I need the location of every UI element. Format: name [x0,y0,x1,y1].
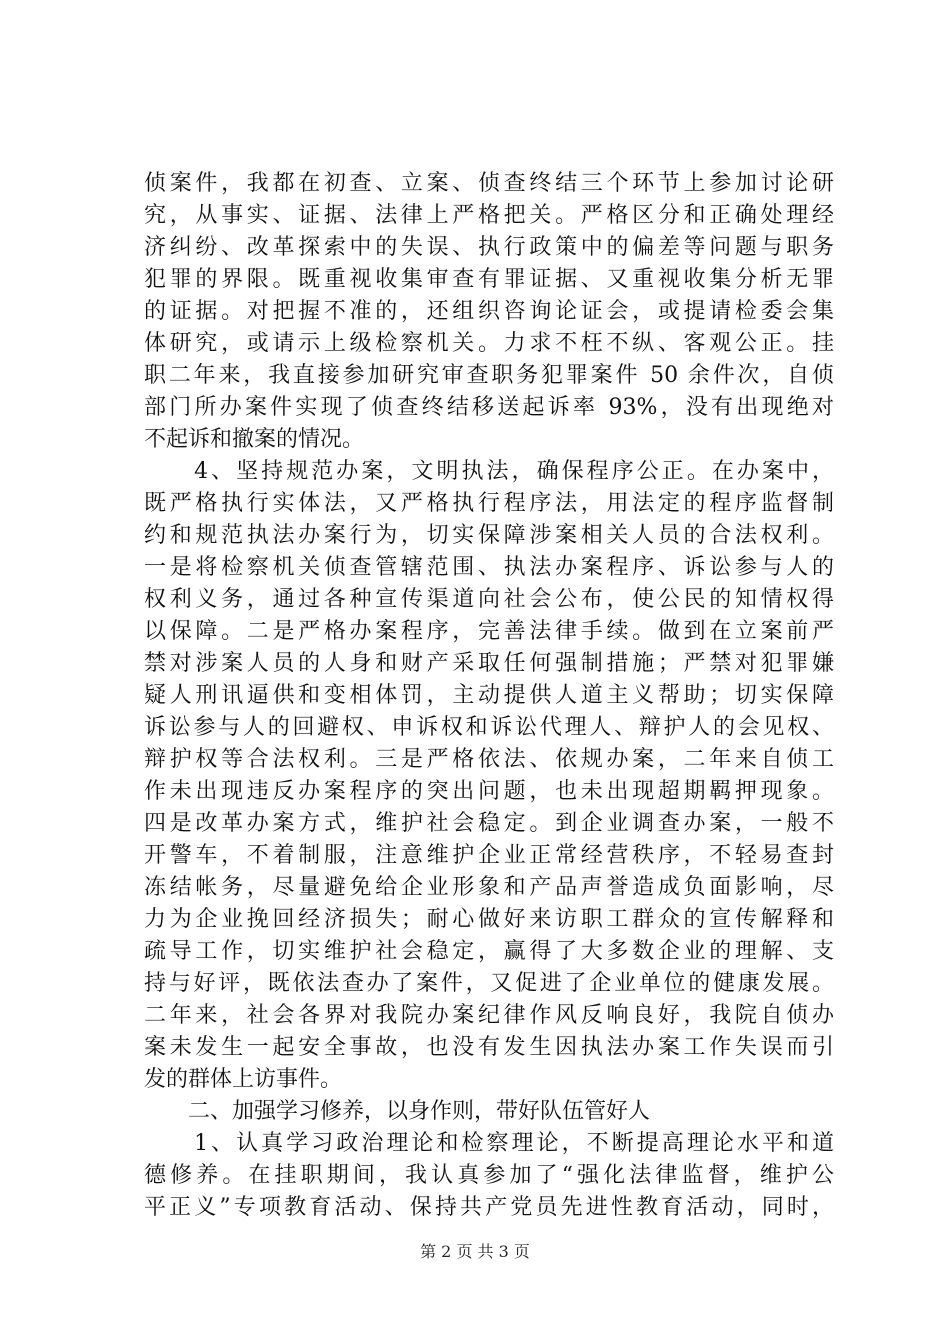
page-footer: 第 2 页 共 3 页 [420,1242,530,1261]
text-line: 体研究，或请示上级检察机关。力求不枉不纵、客观公正。挂 [144,331,834,356]
text-line: 二、加强学习修养，以身作则，带好队伍管好人 [144,1099,651,1124]
text-line: 疏导工作，切实维护社会稳定，赢得了大多数企业的理解、支 [144,939,834,964]
text-line: 发的群体上访事件。 [144,1067,343,1092]
text-line: 4、坚持规范办案，文明执法，确保程序公正。在办案中， [144,459,834,484]
text-line: 部门所办案件实现了侦查终结移送起诉率 93%，没有出现绝对 [144,395,834,420]
text-line: 既严格执行实体法，又严格执行程序法，用法定的程序监督制 [144,491,834,516]
text-line: 禁对涉案人员的人身和财产采取任何强制措施；严禁对犯罪嫌 [144,651,834,676]
text-line: 二年来，社会各界对我院办案纪律作风反响良好，我院自侦办 [144,1003,834,1028]
text-line: 职二年来，我直接参加研究审查职务犯罪案件 50 余件次，自侦 [144,363,834,388]
text-line: 济纠纷、改革探索中的失误、执行政策中的偏差等问题与职务 [144,235,834,260]
text-line: 犯罪的界限。既重视收集审查有罪证据、又重视收集分析无罪 [144,267,834,292]
text-line: 辩护权等合法权利。三是严格依法、依规办案，二年来自侦工 [144,747,834,772]
text-line: 力为企业挽回经济损失；耐心做好来访职工群众的宣传解释和 [144,907,834,932]
text-line: 疑人刑讯逼供和变相体罚，主动提供人道主义帮助；切实保障 [144,683,834,708]
text-line: 不起诉和撤案的情况。 [144,427,365,452]
text-line: 冻结帐务，尽量避免给企业形象和产品声誉造成负面影响，尽 [144,875,834,900]
text-line: 持与好评，既依法查办了案件，又促进了企业单位的健康发展。 [144,971,834,996]
text-line: 作未出现违反办案程序的突出问题，也未出现超期羁押现象。 [144,779,834,804]
text-line: 权利义务，通过各种宣传渠道向社会公布，使公民的知情权得 [144,587,834,612]
text-line: 1、认真学习政治理论和检察理论，不断提高理论水平和道 [144,1131,834,1156]
text-line: 平正义”专项教育活动、保持共产党员先进性教育活动，同时， [144,1195,834,1220]
text-line: 四是改革办案方式，维护社会稳定。到企业调查办案，一般不 [144,811,834,836]
text-line: 侦案件，我都在初查、立案、侦查终结三个环节上参加讨论研 [144,171,834,196]
document-body [144,168,834,1224]
text-line: 案未发生一起安全事故，也没有发生因执法办案工作失误而引 [144,1035,834,1060]
text-line: 约和规范执法办案行为，切实保障涉案相关人员的合法权利。 [144,523,834,548]
text-line: 开警车，不着制服，注意维护企业正常经营秩序，不轻易查封 [144,843,834,868]
text-line: 究，从事实、证据、法律上严格把关。严格区分和正确处理经 [144,203,834,228]
text-line: 以保障。二是严格办案程序，完善法律手续。做到在立案前严 [144,619,834,644]
text-line: 德修养。在挂职期间，我认真参加了“强化法律监督，维护公 [144,1163,834,1188]
text-line: 的证据。对把握不准的，还组织咨询论证会，或提请检委会集 [144,299,834,324]
text-line: 诉讼参与人的回避权、申诉权和诉讼代理人、辩护人的会见权、 [144,715,834,740]
text-line: 一是将检察机关侦查管辖范围、执法办案程序、诉讼参与人的 [144,555,834,580]
